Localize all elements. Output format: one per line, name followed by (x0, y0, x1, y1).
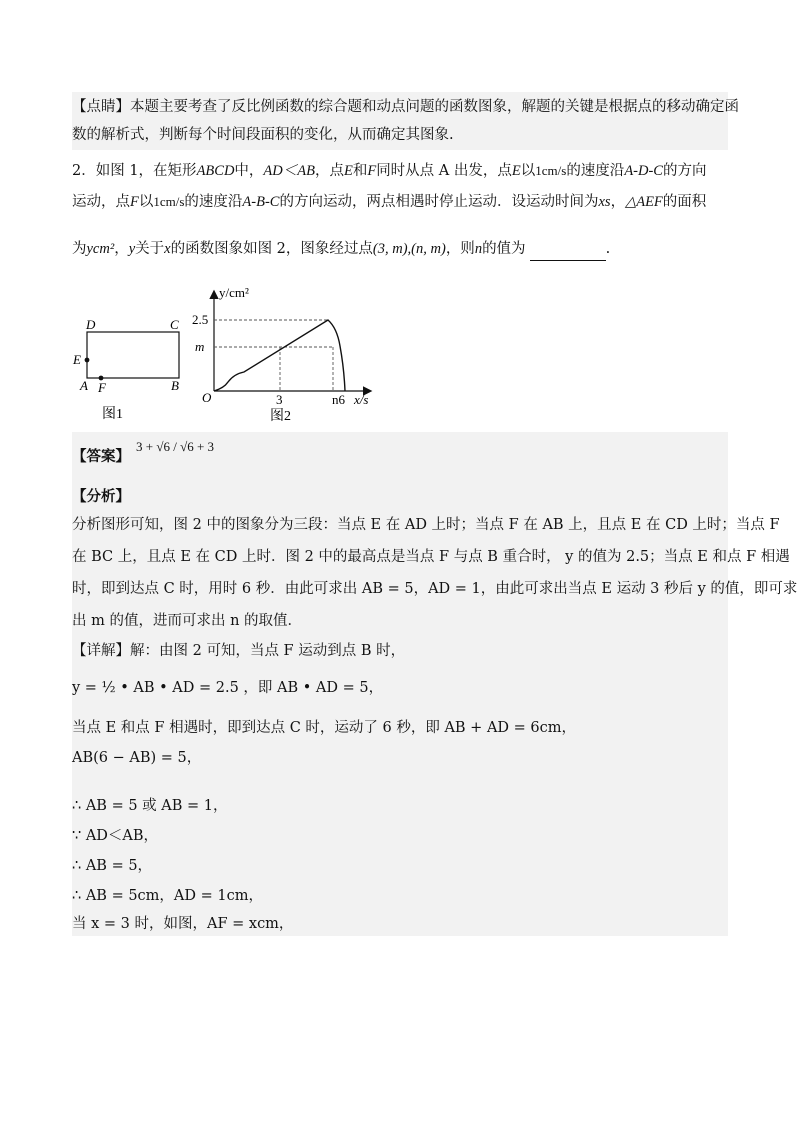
x-axis-label: x/s (354, 392, 369, 407)
y-tick-m: m (195, 339, 205, 354)
detail-line-6: ∵ AD＜AB， (72, 828, 159, 844)
analysis-line-4: 出 m 的值，进而可求出 n 的取值． (72, 613, 303, 629)
detail-line-8: ∴ AB = 5cm，AD = 1cm， (72, 888, 263, 904)
label-d: D (86, 317, 96, 332)
question-line-3: 为ycm²，y关于x的函数图象如图 2，图象经过点(3, m),(n, m)，则n的值为 . (72, 238, 610, 261)
y-axis-label: y/cm² (219, 285, 249, 300)
analysis-line-1: 分析图形可知，图 2 中的图象分为三段：当点 E 在 AD 上时；当点 F 在 AB 上，且点 E 在 CD 上时；当点 F (72, 517, 780, 533)
label-e: E (73, 352, 81, 367)
figure-1-caption: 图1 (102, 407, 123, 422)
solution-block (72, 432, 798, 936)
point-e (85, 358, 90, 363)
question-line-1: 2．如图 1，在矩形ABCD中，AD＜AB，点E和F同时从点 A 出发，点E以1cm/s的速度沿A-D-C的方向 (72, 163, 707, 179)
detail-line-3: 当点 E 和点 F 相遇时，即到达点 C 时，运动了 6 秒，即 AB + AD = 6cm， (72, 720, 577, 736)
figure-2-function-graph (192, 284, 382, 426)
label-c: C (170, 317, 179, 332)
answer-line (72, 439, 215, 468)
detail-line-2: y = ½ • AB • AD = 2.5 ，即 AB • AD = 5， (72, 680, 384, 696)
detail-line-4: AB(6 − AB) = 5， (72, 750, 202, 766)
label-b: B (171, 378, 179, 393)
detail-line-5: ∴ AB = 5 或 AB = 1， (72, 798, 228, 814)
x-tick-n6: n6 (332, 392, 345, 407)
detail-line-1: 【详解】解：由图 2 可知，当点 F 运动到点 B 时， (72, 643, 406, 659)
detail-line-9: 当 x = 3 时，如图，AF = xcm， (72, 916, 294, 932)
rectangle-abcd (87, 332, 179, 378)
dianjing-block (72, 92, 739, 150)
x-tick-3: 3 (276, 392, 283, 407)
label-f: F (98, 380, 106, 395)
answer-blank (530, 238, 606, 261)
dianjing-line-1: 【点睛】本题主要考查了反比例函数的综合题和动点问题的函数图象，解题的关键是根据点的移动确定函 (72, 99, 739, 115)
question-line-2: 运动，点F以1cm/s的速度沿A-B-C的方向运动，两点相遇时停止运动．设运动时间为xs，△AEF的面积 (72, 194, 707, 210)
y-tick-2-5: 2.5 (192, 312, 209, 327)
analysis-line-2: 在 BC 上，且点 E 在 CD 上时．图 2 中的最高点是当点 F 与点 B 重合时， y 的值为 2.5；当点 E 和点 F 相遇 (72, 549, 790, 565)
detail-line-7: ∴ AB = 5， (72, 858, 153, 874)
dianjing-line-2: 数的解析式，判断每个时间段面积的变化，从而确定其图象. (72, 127, 454, 143)
figure-2-caption: 图2 (270, 409, 291, 424)
answer-value: 3 + √6 / √6 + 3 (136, 439, 215, 454)
figure-1-rectangle-diagram (70, 310, 190, 425)
question-2 (72, 156, 728, 266)
analysis-line-3: 时，即到达点 C 时，用时 6 秒．由此可求出 AB = 5，AD = 1，由此可求出当点 E 运动 3 秒后 y 的值，即可求 (72, 581, 798, 597)
graph-curve (214, 320, 345, 391)
origin-label: O (202, 390, 212, 405)
answer-label: 【答案】 (72, 448, 130, 465)
label-a: A (80, 378, 88, 393)
analysis-label: 【分析】 (72, 488, 130, 505)
